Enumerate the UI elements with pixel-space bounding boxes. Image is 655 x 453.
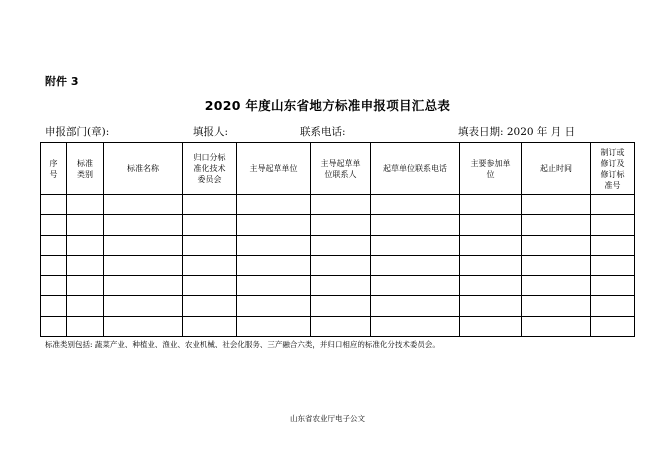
table-cell[interactable] bbox=[522, 235, 591, 255]
table-cell[interactable] bbox=[371, 316, 460, 336]
table-cell[interactable] bbox=[41, 276, 67, 296]
table-cell[interactable] bbox=[67, 215, 104, 235]
table-cell[interactable] bbox=[104, 195, 183, 215]
table-cell[interactable] bbox=[591, 215, 635, 235]
table-cell[interactable] bbox=[371, 296, 460, 316]
table-cell[interactable] bbox=[371, 235, 460, 255]
table-cell[interactable] bbox=[183, 296, 237, 316]
header-cell-committee: 归口分标 准化技术 委员会 bbox=[183, 143, 237, 195]
header-cell-period: 起止时间 bbox=[522, 143, 591, 195]
table-cell[interactable] bbox=[237, 255, 311, 275]
table-cell[interactable] bbox=[104, 316, 183, 336]
table-row bbox=[41, 316, 635, 336]
table-cell[interactable] bbox=[522, 255, 591, 275]
table-cell[interactable] bbox=[104, 235, 183, 255]
table-cell[interactable] bbox=[460, 215, 522, 235]
table-cell[interactable] bbox=[591, 195, 635, 215]
table-cell[interactable] bbox=[183, 276, 237, 296]
table-row bbox=[41, 255, 635, 275]
header-cell-category: 标准 类别 bbox=[67, 143, 104, 195]
table-cell[interactable] bbox=[41, 195, 67, 215]
table-cell[interactable] bbox=[104, 296, 183, 316]
table-cell[interactable] bbox=[104, 215, 183, 235]
table-cell[interactable] bbox=[522, 195, 591, 215]
table-cell[interactable] bbox=[591, 255, 635, 275]
department-label: 申报部门(章): bbox=[45, 126, 110, 138]
table-cell[interactable] bbox=[460, 276, 522, 296]
table-cell[interactable] bbox=[237, 215, 311, 235]
table-cell[interactable] bbox=[41, 296, 67, 316]
table-cell[interactable] bbox=[183, 215, 237, 235]
table-cell[interactable] bbox=[522, 215, 591, 235]
table-cell[interactable] bbox=[311, 316, 371, 336]
table-cell[interactable] bbox=[237, 235, 311, 255]
table-cell[interactable] bbox=[183, 255, 237, 275]
attachment-label: 附件 3 bbox=[45, 75, 79, 88]
table-cell[interactable] bbox=[311, 215, 371, 235]
table-cell[interactable] bbox=[183, 235, 237, 255]
header-cell-lead-contact: 主导起草单 位联系人 bbox=[311, 143, 371, 195]
table-cell[interactable] bbox=[237, 316, 311, 336]
table-cell[interactable] bbox=[41, 255, 67, 275]
table-cell[interactable] bbox=[460, 195, 522, 215]
header-cell-index: 序 号 bbox=[41, 143, 67, 195]
header-cell-revision: 制订或 修订及 修订标 准号 bbox=[591, 143, 635, 195]
table-cell[interactable] bbox=[67, 255, 104, 275]
table-cell[interactable] bbox=[591, 276, 635, 296]
table-header-row bbox=[41, 143, 635, 195]
table-body bbox=[41, 195, 635, 337]
table-cell[interactable] bbox=[311, 235, 371, 255]
table-cell[interactable] bbox=[522, 296, 591, 316]
table-cell[interactable] bbox=[67, 195, 104, 215]
table-row bbox=[41, 276, 635, 296]
table-row bbox=[41, 235, 635, 255]
table-cell[interactable] bbox=[371, 195, 460, 215]
table-cell[interactable] bbox=[67, 296, 104, 316]
table-cell[interactable] bbox=[311, 276, 371, 296]
table-cell[interactable] bbox=[237, 276, 311, 296]
table-cell[interactable] bbox=[41, 316, 67, 336]
table-cell[interactable] bbox=[311, 255, 371, 275]
table-cell[interactable] bbox=[522, 276, 591, 296]
table-cell[interactable] bbox=[183, 316, 237, 336]
table-cell[interactable] bbox=[371, 255, 460, 275]
table-cell[interactable] bbox=[591, 316, 635, 336]
category-footnote: 标准类别包括: 蔬菜产业、种植业、渔业、农业机械、社会化服务、三产融合六类，并归口相应的标准化分技术委员会。 bbox=[45, 340, 440, 349]
table-cell[interactable] bbox=[41, 215, 67, 235]
header-cell-contact-phone: 起草单位联系电话 bbox=[371, 143, 460, 195]
table-cell[interactable] bbox=[237, 195, 311, 215]
table-cell[interactable] bbox=[591, 235, 635, 255]
header-cell-participants: 主要参加单 位 bbox=[460, 143, 522, 195]
table-cell[interactable] bbox=[104, 276, 183, 296]
table-cell[interactable] bbox=[371, 276, 460, 296]
filler-label: 填报人: bbox=[193, 126, 229, 138]
table-cell[interactable] bbox=[237, 296, 311, 316]
header-cell-lead-unit: 主导起草单位 bbox=[237, 143, 311, 195]
table-cell[interactable] bbox=[522, 316, 591, 336]
phone-label: 联系电话: bbox=[300, 126, 346, 138]
table-cell[interactable] bbox=[183, 195, 237, 215]
table-cell[interactable] bbox=[67, 316, 104, 336]
table-cell[interactable] bbox=[591, 296, 635, 316]
table-row bbox=[41, 296, 635, 316]
table-cell[interactable] bbox=[371, 215, 460, 235]
table-cell[interactable] bbox=[460, 255, 522, 275]
table-cell[interactable] bbox=[67, 235, 104, 255]
table-row bbox=[41, 195, 635, 215]
table-cell[interactable] bbox=[41, 235, 67, 255]
table-cell[interactable] bbox=[460, 296, 522, 316]
table-cell[interactable] bbox=[460, 316, 522, 336]
table-cell[interactable] bbox=[67, 276, 104, 296]
table-cell[interactable] bbox=[460, 235, 522, 255]
table-cell[interactable] bbox=[311, 296, 371, 316]
summary-table bbox=[40, 142, 635, 337]
table-cell[interactable] bbox=[104, 255, 183, 275]
header-cell-standard-name: 标准名称 bbox=[104, 143, 183, 195]
footer-source: 山东省农业厅电子公文 bbox=[290, 414, 365, 423]
fill-date-label: 填表日期: 2020 年 月 日 bbox=[458, 126, 576, 138]
document-title: 2020 年度山东省地方标准申报项目汇总表 bbox=[204, 98, 451, 113]
table-cell[interactable] bbox=[311, 195, 371, 215]
table-row bbox=[41, 215, 635, 235]
